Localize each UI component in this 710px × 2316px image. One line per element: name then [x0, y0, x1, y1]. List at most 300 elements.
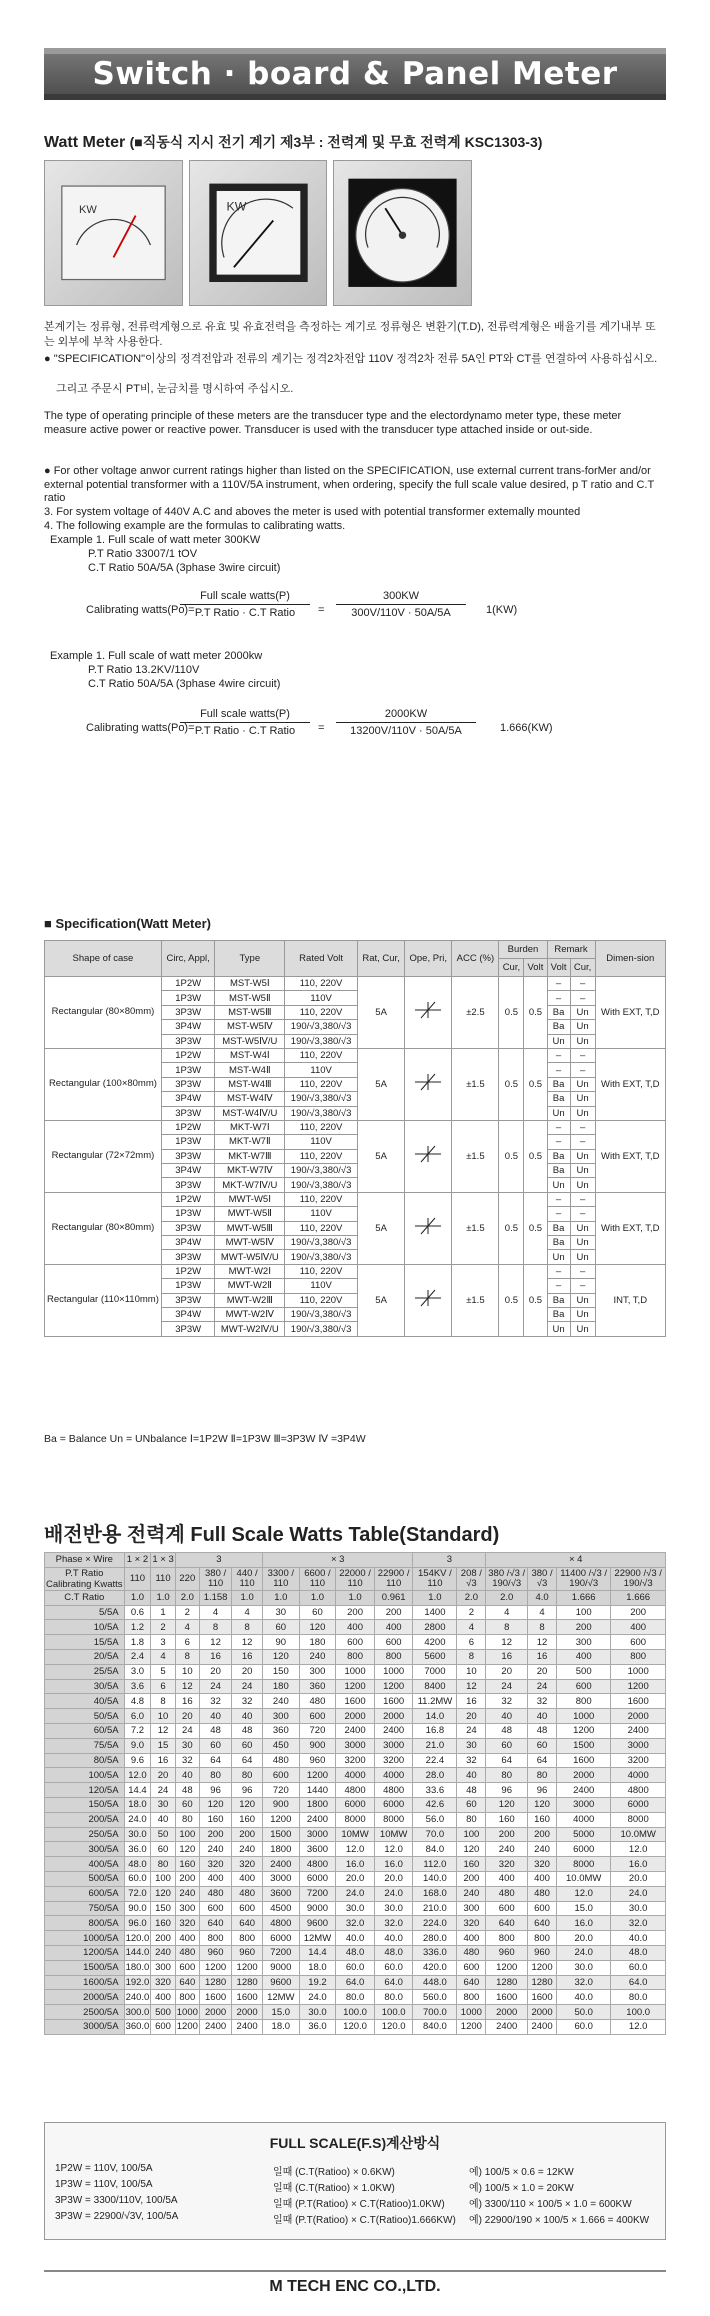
- spec-remark-cur: –: [570, 1264, 595, 1278]
- watts-cell: 16: [486, 1649, 528, 1664]
- watts-cell: 600: [175, 1960, 199, 1975]
- watts-cell: 120.0: [336, 2019, 375, 2034]
- watts-ct-col: 1.0: [262, 1590, 299, 1605]
- watts-cell: 500: [151, 2005, 175, 2020]
- spec-volt: 190/√3,380/√3: [285, 1307, 358, 1321]
- watts-row-label: 75/5A: [45, 1738, 125, 1753]
- spec-remark-volt: –: [547, 991, 570, 1005]
- watts-cell: 160: [175, 1857, 199, 1872]
- watts-cell: 560.0: [413, 1990, 457, 2005]
- watts-row-label: 3000/5A: [45, 2019, 125, 2034]
- watts-cell: 200: [457, 1871, 486, 1886]
- spec-volt: 110, 220V: [285, 977, 358, 991]
- watts-pt-col: 380 / √3: [528, 1567, 557, 1590]
- spec-shape: Rectangular (72×72mm): [45, 1120, 162, 1192]
- watts-cell: 120.0: [374, 2019, 413, 2034]
- spec-ope-symbol: [405, 1192, 452, 1264]
- watts-cell: 320: [232, 1857, 263, 1872]
- watts-cell: 640: [457, 1975, 486, 1990]
- spec-remark-volt: Ba: [547, 1221, 570, 1235]
- watts-cell: 200: [151, 1931, 175, 1946]
- watts-cell: 1600: [232, 1990, 263, 2005]
- watts-cell: 1600: [557, 1753, 611, 1768]
- watts-row-label: 1500/5A: [45, 1960, 125, 1975]
- watts-cell: 600: [232, 1901, 263, 1916]
- watts-cell: 400: [374, 1620, 413, 1635]
- watts-cell: 20.0: [557, 1931, 611, 1946]
- spec-hdr-remark-cur: Cur,: [570, 959, 595, 977]
- example1-fraction: [180, 590, 310, 619]
- spec-type: MWT-W2Ⅱ: [215, 1279, 285, 1293]
- spec-volt: 110V: [285, 1063, 358, 1077]
- watts-cell: 32: [486, 1694, 528, 1709]
- watts-cell: 3000: [262, 1871, 299, 1886]
- spec-remark-volt: Ba: [547, 1020, 570, 1034]
- watts-cell: 60.0: [374, 1960, 413, 1975]
- spec-remark-volt: Ba: [547, 1307, 570, 1321]
- watts-row: [45, 1916, 666, 1931]
- watts-cell: 10.0MW: [611, 1827, 666, 1842]
- watts-cell: 480: [175, 1945, 199, 1960]
- meter-photo-2: [189, 160, 328, 306]
- watts-row: [45, 1975, 666, 1990]
- spec-circ: 3P4W: [161, 1236, 215, 1250]
- spec-rat-cur: 5A: [358, 1264, 405, 1336]
- spec-type: MWT-W5Ⅰ: [215, 1192, 285, 1206]
- spec-burden-cur: 0.5: [499, 977, 524, 1049]
- spec-type: MKT-W7Ⅳ: [215, 1164, 285, 1178]
- watts-hdr-ct: C.T Ratio: [45, 1590, 125, 1605]
- watts-cell: 1200: [486, 1960, 528, 1975]
- full-scale-row-3-col-0: 3P3W = 22900/√3V, 100/5A: [55, 2211, 179, 2222]
- watts-row: [45, 2005, 666, 2020]
- watts-cell: 30: [175, 1738, 199, 1753]
- watts-ct-col: 2.0: [175, 1590, 199, 1605]
- watts-cell: 2800: [413, 1620, 457, 1635]
- spec-hdr-remark: Remark: [547, 941, 595, 959]
- spec-volt: 190/√3,380/√3: [285, 1020, 358, 1034]
- spec-row: [45, 977, 666, 991]
- spec-volt: 110, 220V: [285, 1048, 358, 1062]
- example2-den2: 13200V/110V · 50A/5A: [350, 725, 462, 737]
- watts-cell: 10: [175, 1664, 199, 1679]
- watts-cell: 600: [199, 1901, 231, 1916]
- spec-burden-volt: 0.5: [524, 1048, 547, 1120]
- watts-cell: 12.0: [124, 1768, 151, 1783]
- watts-cell: 400: [175, 1931, 199, 1946]
- watts-cell: 180: [262, 1679, 299, 1694]
- watts-cell: 4800: [262, 1916, 299, 1931]
- watts-cell: 640: [486, 1916, 528, 1931]
- spec-remark-cur: Un: [570, 1250, 595, 1264]
- spec-circ: 3P4W: [161, 1164, 215, 1178]
- watts-cell: 160: [457, 1857, 486, 1872]
- spec-circ: 1P3W: [161, 991, 215, 1005]
- watts-cell: 48.0: [336, 1945, 375, 1960]
- watts-cell: 20: [232, 1664, 263, 1679]
- watts-row-label: 120/5A: [45, 1783, 125, 1798]
- watts-cell: 192.0: [125, 1976, 150, 1988]
- watts-cell: 800: [557, 1694, 611, 1709]
- watts-cell: 19.2: [299, 1975, 336, 1990]
- watts-cell: 16.0: [557, 1916, 611, 1931]
- watts-row: [45, 1664, 666, 1679]
- spec-acc: ±1.5: [452, 1192, 499, 1264]
- watts-row: [45, 1635, 666, 1650]
- spec-remark-volt: Un: [547, 1178, 570, 1192]
- watts-row-label: 25/5A: [45, 1664, 125, 1679]
- watts-cell: 1200: [611, 1679, 666, 1694]
- spec-shape: Rectangular (80×80mm): [45, 1192, 162, 1264]
- watts-cell: 2400: [262, 1857, 299, 1872]
- meter-symbol-icon: [413, 1214, 443, 1238]
- watts-row: [45, 1723, 666, 1738]
- watts-cell: 3: [151, 1635, 175, 1650]
- watts-cell: 120: [457, 1842, 486, 1857]
- spec-rat-cur: 5A: [358, 1192, 405, 1264]
- watts-cell: 9.0: [124, 1738, 151, 1753]
- watts-cell: 450: [262, 1738, 299, 1753]
- watts-cell: 4000: [557, 1812, 611, 1827]
- watts-cell: 480: [528, 1886, 557, 1901]
- watts-cell: 5: [151, 1664, 175, 1679]
- watts-ct-col: 1.0: [124, 1590, 151, 1605]
- watts-pt-col: 110: [124, 1567, 151, 1590]
- watts-cell: 3000: [336, 1738, 375, 1753]
- watts-cell: 320: [457, 1916, 486, 1931]
- spec-volt: 190/√3,380/√3: [285, 1250, 358, 1264]
- watts-ct-col: 1.158: [199, 1590, 231, 1605]
- watts-cell: 4: [486, 1605, 528, 1620]
- watts-cell: 1800: [262, 1842, 299, 1857]
- watts-cell: 16: [232, 1649, 263, 1664]
- watts-cell: 6.0: [124, 1709, 151, 1724]
- watts-cell: 6000: [611, 1797, 666, 1812]
- korean-note-2: 그리고 주문시 PT비, 눈금치를 명시하여 주십시오.: [56, 383, 294, 395]
- watts-cell: 800: [175, 1990, 199, 2005]
- watts-cell: 24: [486, 1679, 528, 1694]
- watts-cell: 2000: [611, 1709, 666, 1724]
- watts-cell: 2000: [232, 2005, 263, 2020]
- spec-remark-volt: Un: [547, 1106, 570, 1120]
- watts-cell: 1280: [232, 1975, 263, 1990]
- watts-cell: 240: [175, 1886, 199, 1901]
- spec-hdr-ope: Ope, Pri,: [405, 941, 452, 977]
- watts-row-label: 100/5A: [45, 1768, 125, 1783]
- watts-cell: 6000: [557, 1842, 611, 1857]
- spec-burden-cur: 0.5: [499, 1048, 524, 1120]
- spec-remark-cur: –: [570, 977, 595, 991]
- watts-cell: 1000: [457, 2005, 486, 2020]
- spec-circ: 3P4W: [161, 1020, 215, 1034]
- watts-cell: 400: [486, 1871, 528, 1886]
- spec-circ: 3P4W: [161, 1307, 215, 1321]
- watts-cell: 1000: [336, 1664, 375, 1679]
- watts-cell: 1440: [299, 1783, 336, 1798]
- watts-cell: 3600: [262, 1886, 299, 1901]
- watts-cell: 32.0: [557, 1975, 611, 1990]
- watts-cell: 300: [175, 1901, 199, 1916]
- watts-cell: 168.0: [413, 1886, 457, 1901]
- example1-num2: 300KW: [382, 590, 420, 602]
- watts-cell: 60.0: [611, 1960, 666, 1975]
- watts-cell: 40: [486, 1709, 528, 1724]
- watts-cell: 60: [528, 1738, 557, 1753]
- meter-symbol-icon: [413, 1142, 443, 1166]
- example1-den2: 300V/110V · 50A/5A: [351, 607, 451, 619]
- example1-title: Example 1. Full scale of watt meter 300KW: [50, 534, 261, 546]
- spec-type: MKT-W7Ⅱ: [215, 1135, 285, 1149]
- watts-hdr-pt-label: P.T Ratio: [65, 1567, 104, 1579]
- watts-cell: 100: [151, 1871, 175, 1886]
- example2-den: P.T Ratio · C.T Ratio: [194, 725, 296, 737]
- watts-cell: 90.0: [124, 1901, 151, 1916]
- watts-row: [45, 1679, 666, 1694]
- watts-cell: 8: [175, 1649, 199, 1664]
- watts-cell: 1200: [457, 2019, 486, 2034]
- spec-volt: 110V: [285, 1135, 358, 1149]
- watts-cell: 1600: [374, 1694, 413, 1709]
- watts-cell: 120: [486, 1797, 528, 1812]
- watts-cell: 360.0: [125, 2021, 150, 2033]
- spec-circ: 3P3W: [161, 1106, 215, 1120]
- watts-pt-col: 440 / 110: [232, 1567, 263, 1590]
- watts-cell: 2: [151, 1620, 175, 1635]
- watts-cell: 64: [232, 1753, 263, 1768]
- watts-row: [45, 1812, 666, 1827]
- watts-cell: 1500: [557, 1738, 611, 1753]
- spec-volt: 110, 220V: [285, 1264, 358, 1278]
- watts-cell: 18.0: [299, 1960, 336, 1975]
- watts-row: [45, 1694, 666, 1709]
- watts-row: [45, 1960, 666, 1975]
- watts-hdr-calib: Calibrating Kwatts: [46, 1578, 123, 1590]
- watts-cell: 1.8: [124, 1635, 151, 1650]
- watts-cell: 20: [457, 1709, 486, 1724]
- full-scale-row-3-col-2: 예) 22900/190 × 100/5 × 1.666 = 400KW: [469, 2215, 650, 2226]
- watts-cell: 6000: [299, 1871, 336, 1886]
- watts-cell: 32: [528, 1694, 557, 1709]
- watts-cell: 320: [199, 1857, 231, 1872]
- watts-cell: 1200: [557, 1723, 611, 1738]
- spec-volt: 110, 220V: [285, 1120, 358, 1134]
- spec-volt: 190/√3,380/√3: [285, 1106, 358, 1120]
- watts-cell: 300.0: [125, 2006, 150, 2018]
- watts-cell: 1.2: [124, 1620, 151, 1635]
- watts-cell: 300: [299, 1664, 336, 1679]
- watts-cell: 1200: [232, 1960, 263, 1975]
- full-scale-row-1-col-1: 일때 (C.T(Ratioo) × 1.0KW): [273, 2183, 395, 2194]
- watts-cell: 60.0: [336, 1960, 375, 1975]
- watts-row-label: 800/5A: [45, 1916, 125, 1931]
- watts-cell: 240: [486, 1842, 528, 1857]
- watts-cell: 840.0: [413, 2019, 457, 2034]
- spec-type: MWT-W2Ⅳ/U: [215, 1322, 285, 1336]
- spec-remark-volt: –: [547, 1192, 570, 1206]
- watts-cell: 3000: [557, 1797, 611, 1812]
- watts-cell: 7200: [299, 1886, 336, 1901]
- watts-cell: 800: [374, 1649, 413, 1664]
- watts-cell: 240: [151, 1945, 175, 1960]
- watts-row-label: 150/5A: [45, 1797, 125, 1812]
- spec-rat-cur: 5A: [358, 1048, 405, 1120]
- watts-cell: 6000: [374, 1797, 413, 1812]
- spec-burden-volt: 0.5: [524, 977, 547, 1049]
- watts-cell: 14.0: [413, 1709, 457, 1724]
- full-scale-row-1-col-2: 예) 100/5 × 1.0 = 20KW: [469, 2183, 574, 2194]
- watts-cell: 50: [151, 1827, 175, 1842]
- watts-cell: 50.0: [557, 2005, 611, 2020]
- spec-circ: 1P3W: [161, 1279, 215, 1293]
- watts-cell: 480: [262, 1753, 299, 1768]
- watts-cell: 16.8: [413, 1723, 457, 1738]
- watts-cell: 16: [175, 1694, 199, 1709]
- watts-cell: 15.0: [262, 2005, 299, 2020]
- watts-cell: 224.0: [413, 1916, 457, 1931]
- spec-circ: 1P3W: [161, 1063, 215, 1077]
- example2-pt: P.T Ratio 13.2KV/110V: [88, 664, 200, 676]
- spec-remark-cur: –: [570, 1063, 595, 1077]
- watts-cell: 10MW: [336, 1827, 375, 1842]
- watts-cell: 2000: [374, 1709, 413, 1724]
- watts-cell: 60: [199, 1738, 231, 1753]
- watts-cell: 2400: [299, 1812, 336, 1827]
- watts-cell: 30: [262, 1605, 299, 1620]
- watts-table-title: 배전반용 전력계 Full Scale Watts Table(Standard): [44, 1524, 500, 1546]
- spec-dim: With EXT, T,D: [595, 1048, 665, 1120]
- watts-cell: 64.0: [336, 1975, 375, 1990]
- watts-cell: 7200: [262, 1945, 299, 1960]
- watts-cell: 80: [199, 1768, 231, 1783]
- watts-cell: 2400: [199, 2019, 231, 2034]
- watts-cell: 12: [457, 1679, 486, 1694]
- watts-cell: 400: [457, 1931, 486, 1946]
- watts-cell: 960: [299, 1753, 336, 1768]
- watts-cell: 120: [199, 1797, 231, 1812]
- watts-cell: 16: [457, 1694, 486, 1709]
- spec-hdr-shape: Shape of case: [45, 941, 162, 977]
- watts-cell: 40: [232, 1709, 263, 1724]
- watts-cell: 120: [232, 1797, 263, 1812]
- watts-cell: 100: [557, 1605, 611, 1620]
- watts-pt-col: 110: [151, 1567, 175, 1590]
- watts-ct-col: 1.666: [557, 1590, 611, 1605]
- spec-circ: 3P3W: [161, 1250, 215, 1264]
- meter-photo-1-label: KW: [78, 204, 97, 217]
- watts-cell: 400: [232, 1871, 263, 1886]
- watts-cell: 300: [557, 1635, 611, 1650]
- watts-cell: 240: [528, 1842, 557, 1857]
- watts-cell: 24.0: [336, 1886, 375, 1901]
- full-scale-row-2-col-1: 일때 (P.T(Ratioo) × C.T(Ratioo)1.0KW): [273, 2199, 445, 2210]
- watts-row: [45, 1649, 666, 1664]
- watts-cell: 42.6: [413, 1797, 457, 1812]
- example2-num2: 2000KW: [384, 708, 428, 720]
- watts-cell: 64.0: [374, 1975, 413, 1990]
- spec-remark-volt: Ba: [547, 1077, 570, 1091]
- spec-type: MWT-W2Ⅰ: [215, 1264, 285, 1278]
- watts-cell: 6000: [336, 1797, 375, 1812]
- watts-row-label: 20/5A: [45, 1649, 125, 1664]
- example2-lhs: Calibrating watts(Po)=: [86, 722, 195, 734]
- watts-cell: 48: [175, 1783, 199, 1798]
- spec-remark-cur: Un: [570, 1077, 595, 1091]
- watts-cell: 4200: [413, 1635, 457, 1650]
- watts-cell: 500: [557, 1664, 611, 1679]
- watts-cell: 900: [299, 1738, 336, 1753]
- watts-cell: 80: [528, 1768, 557, 1783]
- watts-cell: 960: [486, 1945, 528, 1960]
- watts-cell: 10.0MW: [557, 1871, 611, 1886]
- watts-cell: 100.0: [611, 2005, 666, 2020]
- spec-volt: 190/√3,380/√3: [285, 1178, 358, 1192]
- spec-acc: ±1.5: [452, 1120, 499, 1192]
- spec-remark-cur: Un: [570, 1106, 595, 1120]
- watts-cell: 2: [175, 1605, 199, 1620]
- watts-cell: 700.0: [413, 2005, 457, 2020]
- spec-type: MST-W5Ⅳ: [215, 1020, 285, 1034]
- watts-cell: 720: [262, 1783, 299, 1798]
- watts-cell: 2: [457, 1605, 486, 1620]
- watts-cell: 32.0: [336, 1916, 375, 1931]
- watts-cell: 60.0: [557, 2019, 611, 2034]
- watts-row-label: 10/5A: [45, 1620, 125, 1635]
- watts-cell: 4800: [374, 1783, 413, 1798]
- watts-row-label: 300/5A: [45, 1842, 125, 1857]
- watts-cell: 72.0: [124, 1886, 151, 1901]
- watts-cell: 12.0: [611, 2019, 666, 2034]
- watts-pt-col: 6600 / 110: [299, 1567, 336, 1590]
- watts-row: [45, 1783, 666, 1798]
- english-note-2: ● For other voltage anwor current ratings higher than listed on the SPECIFICATION, use external current trans-forMer and/or external potential transformer with a 110V/5A instrument, when ordering, specify the full scale value desired, p T ratio and C.T ratio: [44, 465, 655, 504]
- meter-photo-3: [333, 160, 472, 306]
- watts-cell: 1200: [374, 1679, 413, 1694]
- watts-cell: 1200: [299, 1768, 336, 1783]
- example1-result: 1(KW): [486, 604, 518, 616]
- watts-cell: 0.6: [124, 1605, 151, 1620]
- watts-cell: 640: [232, 1916, 263, 1931]
- watts-cell: 2000: [486, 2005, 528, 2020]
- watts-cell: 40.0: [374, 1931, 413, 1946]
- watts-cell: 60: [151, 1842, 175, 1857]
- watts-cell: 960: [528, 1945, 557, 1960]
- watts-cell: 112.0: [413, 1857, 457, 1872]
- watts-row: [45, 1901, 666, 1916]
- watts-cell: 240.0: [125, 1991, 150, 2003]
- watts-cell: 300: [262, 1709, 299, 1724]
- watts-cell: 240: [457, 1886, 486, 1901]
- spec-hdr-burden: Burden: [499, 941, 547, 959]
- watts-cell: 900: [262, 1797, 299, 1812]
- watts-cell: 48.0: [611, 1945, 666, 1960]
- watts-cell: 1200: [199, 1960, 231, 1975]
- example1-den: P.T Ratio · C.T Ratio: [194, 607, 296, 619]
- watts-cell: 3000: [374, 1738, 413, 1753]
- spec-circ: 1P2W: [161, 977, 215, 991]
- watts-cell: 8000: [336, 1812, 375, 1827]
- spec-hdr-remark-volt: Volt: [547, 959, 570, 977]
- example1-eq: =: [318, 604, 325, 616]
- watts-cell: 1500: [262, 1827, 299, 1842]
- watts-cell: 20.0: [336, 1871, 375, 1886]
- spec-type: MKT-W7Ⅳ/U: [215, 1178, 285, 1192]
- spec-remark-volt: Un: [547, 1322, 570, 1336]
- watts-cell: 336.0: [413, 1945, 457, 1960]
- watts-cell: 90: [262, 1635, 299, 1650]
- watts-cell: 140.0: [413, 1871, 457, 1886]
- watts-cell: 10MW: [374, 1827, 413, 1842]
- watts-cell: 48: [528, 1723, 557, 1738]
